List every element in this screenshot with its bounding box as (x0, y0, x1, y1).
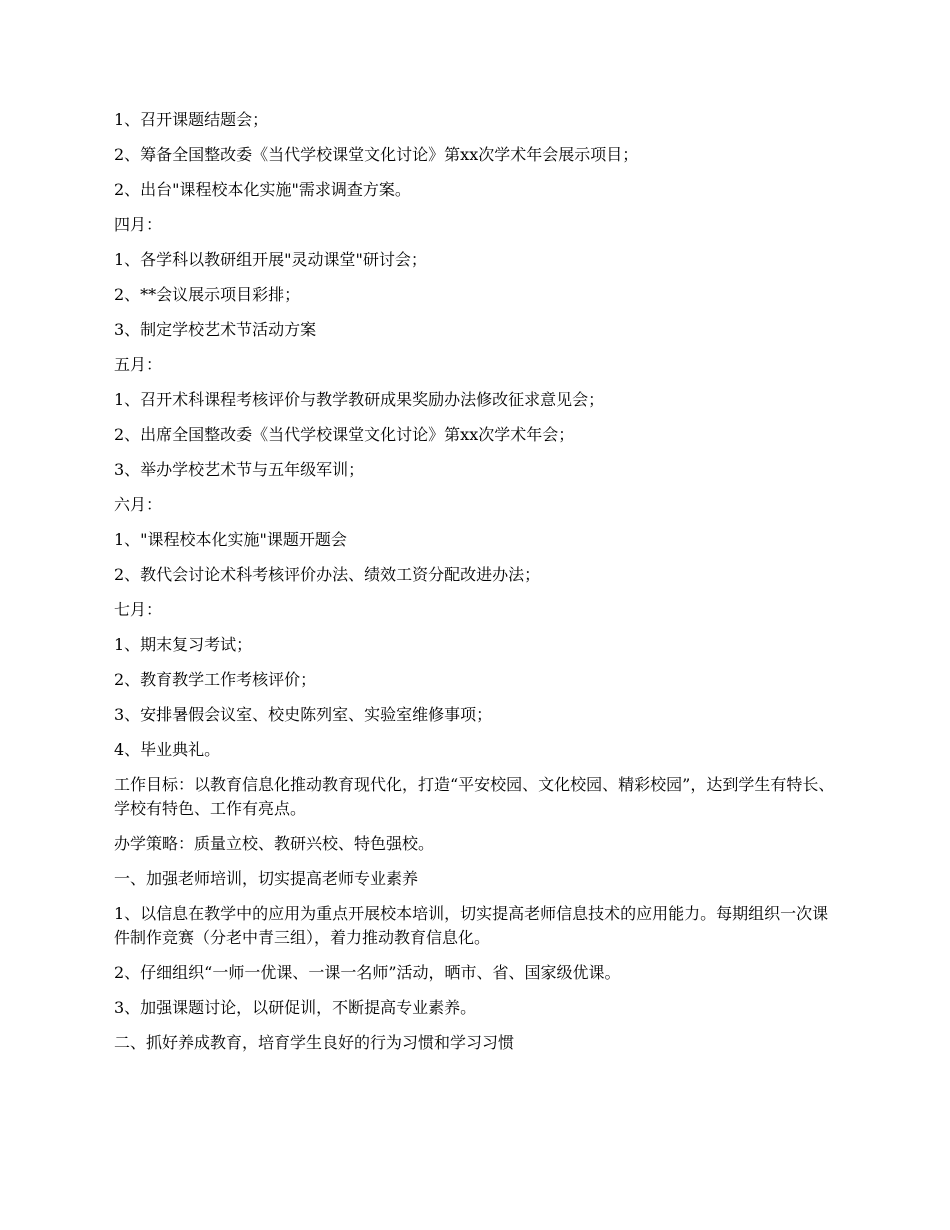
month-heading: 六月： (114, 495, 163, 514)
text-line: 2、仔细组织“一师一优课、一课一名师”活动，晒市、省、国家级优课。 (114, 963, 621, 982)
month-heading: 五月： (114, 355, 163, 374)
text-line: 2、**会议展示项目彩排； (114, 285, 301, 304)
text-line: 2、教代会讨论术科考核评价办法、绩效工资分配改进办法； (114, 565, 541, 584)
strategy-paragraph: 办学策略：质量立校、教研兴校、特色强校。 (114, 834, 435, 853)
text-line: 2、出台"课程校本化实施"需求调查方案。 (114, 180, 411, 199)
text-line: 2、教育教学工作考核评价； (114, 670, 317, 689)
text-line: 1、"课程校本化实施"课题开题会 (114, 530, 347, 549)
month-heading: 四月： (114, 215, 163, 234)
work-goal-paragraph: 工作目标：以教育信息化推动教育现代化，打造“平安校园、文化校园、精彩校园”，达到学生有特长、学校有特色、工作有亮点。 (114, 775, 835, 818)
text-line: 3、举办学校艺术节与五年级军训； (114, 460, 365, 479)
section-heading: 一、加强老师培训，切实提高老师专业素养 (114, 869, 419, 888)
document-page (114, 108, 838, 1066)
section-heading: 二、抓好养成教育，培育学生良好的行为习惯和学习习惯 (114, 1033, 515, 1052)
text-line: 3、安排暑假会议室、校史陈列室、实验室维修事项； (114, 705, 493, 724)
text-line: 1、期末复习考试； (114, 635, 253, 654)
text-line: 2、筹备全国整改委《当代学校课堂文化讨论》第xx次学术年会展示项目； (114, 145, 639, 164)
text-line: 2、出席全国整改委《当代学校课堂文化讨论》第xx次学术年会； (114, 425, 575, 444)
month-heading: 七月： (114, 600, 163, 619)
text-line: 1、召开课题结题会； (114, 110, 269, 129)
text-line: 1、各学科以教研组开展"灵动课堂"研讨会； (114, 250, 427, 269)
text-line: 3、制定学校艺术节活动方案 (114, 320, 317, 339)
text-line: 3、加强课题讨论，以研促训，不断提高专业素养。 (114, 998, 477, 1017)
text-line: 4、毕业典礼。 (114, 740, 221, 759)
text-line: 1、召开术科课程考核评价与教学教研成果奖励办法修改征求意见会； (114, 390, 605, 409)
text-paragraph: 1、以信息在教学中的应用为重点开展校本培训，切实提高老师信息技术的应用能力。每期组织一次课件制作竞赛（分老中青三组），着力推动教育信息化。 (114, 904, 829, 947)
